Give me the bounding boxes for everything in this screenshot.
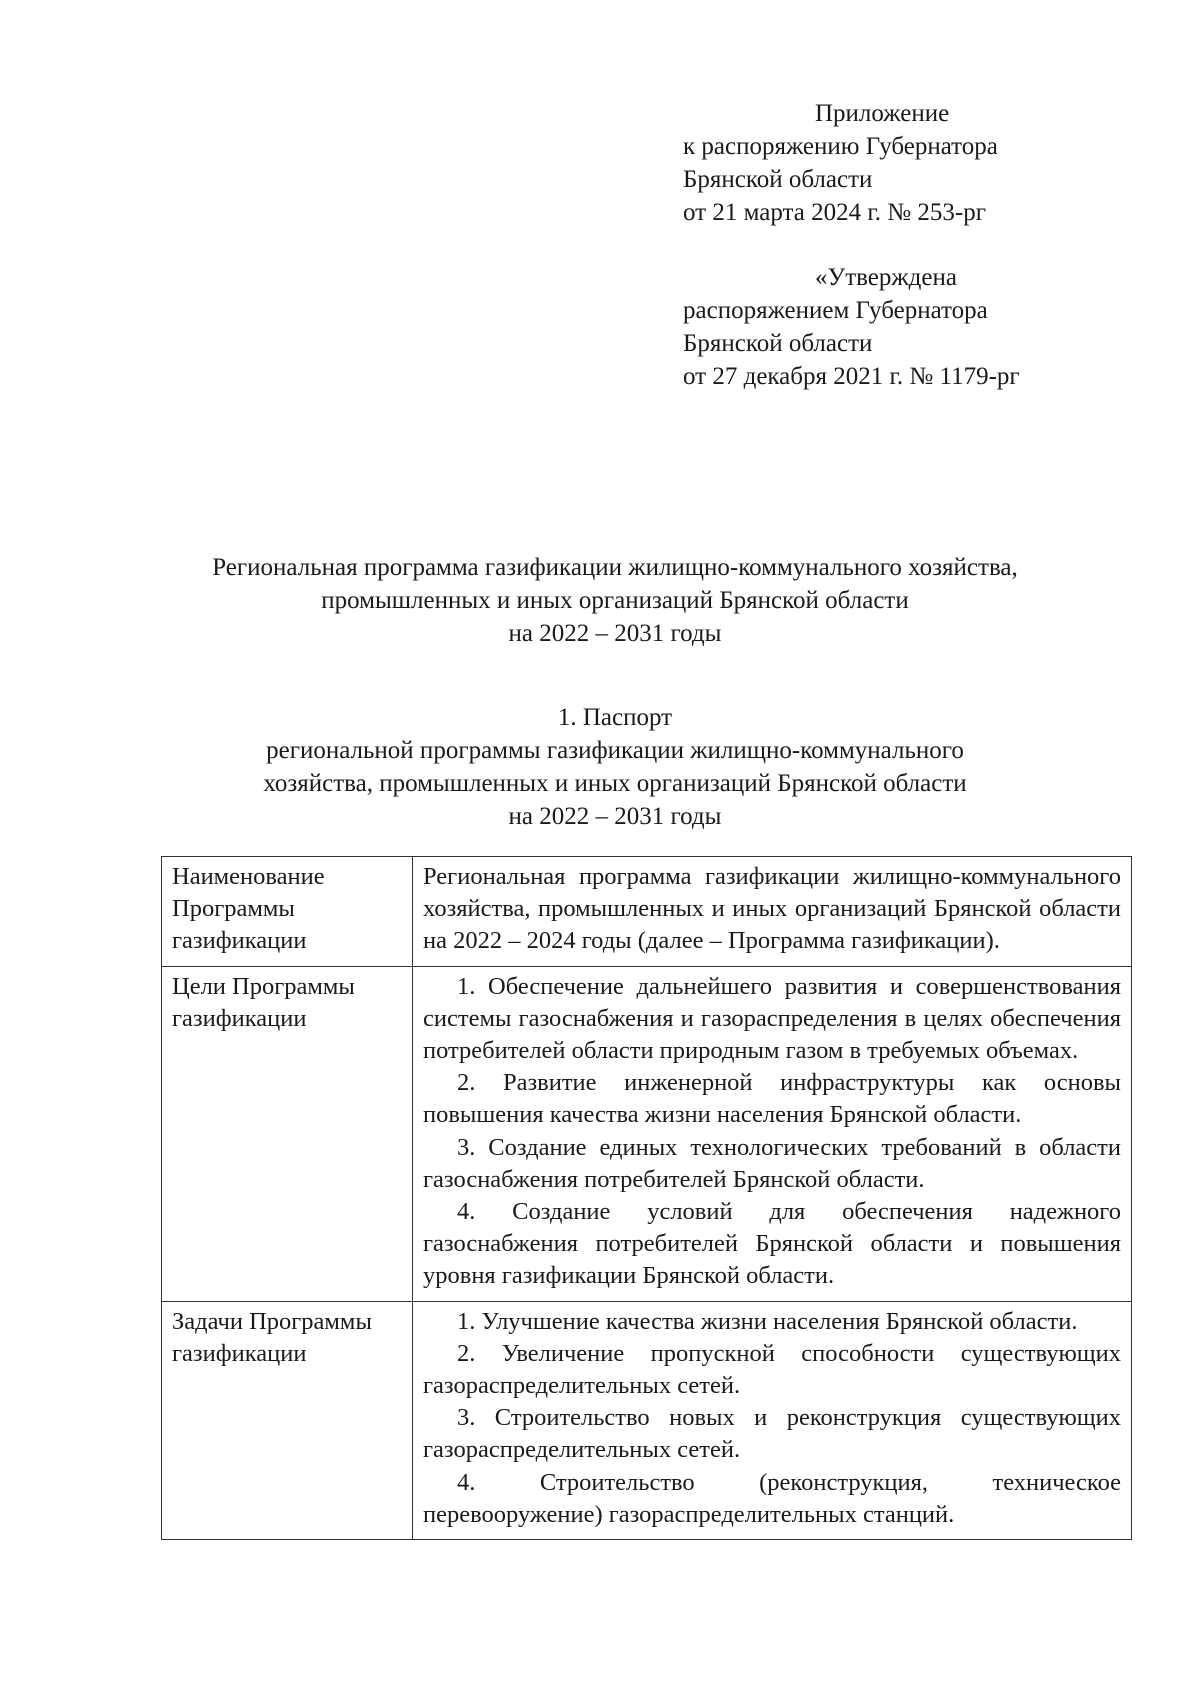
table-row bbox=[162, 966, 1132, 1301]
table-row bbox=[162, 1301, 1132, 1539]
task-item: 3. Строительство новых и реконструкция существующих газораспределительных сетей. bbox=[423, 1404, 1121, 1464]
program-title-line: на 2022 – 2031 годы bbox=[508, 620, 722, 647]
appendix-stamp bbox=[683, 97, 1163, 229]
passport-heading-line: хозяйства, промышленных и иных организаций Брянской области bbox=[263, 770, 967, 797]
task-item: 2. Увеличение пропускной способности существующих газораспределительных сетей. bbox=[423, 1339, 1121, 1400]
passport-heading-line: на 2022 – 2031 годы bbox=[508, 803, 722, 830]
program-name-text: Региональная программа газификации жилищно-коммунального хозяйства, промышленных и иных организаций Брянской области на 2022 – 2024 годы (далее – Программа газификации). bbox=[423, 863, 1121, 955]
program-tasks-value bbox=[413, 1301, 1132, 1539]
approved-title: «Утверждена bbox=[815, 264, 957, 291]
passport-table bbox=[161, 856, 1132, 1540]
program-title-line: промышленных и иных организаций Брянской области bbox=[321, 587, 909, 614]
goal-item: 2. Развитие инженерной инфраструктуры как основы повышения качества жизни населения Брянской области. bbox=[423, 1069, 1121, 1129]
goal-item: 4. Создание условий для обеспечения надежного газоснабжения потребителей Брянской области и повышения уровня газификации Брянской области. bbox=[423, 1198, 1121, 1290]
appendix-order-ref: к распоряжению Губернатора bbox=[683, 133, 998, 160]
program-title bbox=[150, 551, 1080, 650]
passport-heading-line: 1. Паспорт bbox=[557, 704, 673, 731]
task-item: 1. Улучшение качества жизни населения Брянской области. bbox=[457, 1307, 1078, 1335]
table-row bbox=[162, 857, 1132, 967]
task-item: 4. Строительство (реконструкция, техническое перевооружение) газораспределительных станций. bbox=[423, 1468, 1121, 1528]
approved-region: Брянской области bbox=[683, 330, 873, 357]
appendix-date-number: от 21 марта 2024 г. № 253-рг bbox=[683, 199, 986, 226]
program-title-line: Региональная программа газификации жилищно-коммунального хозяйства, bbox=[212, 554, 1018, 581]
program-tasks-label: Задачи Программы газификации bbox=[162, 1301, 413, 1539]
passport-heading-line: региональной программы газификации жилищно-коммунального bbox=[266, 737, 964, 764]
approved-order-ref: распоряжением Губернатора bbox=[683, 297, 988, 324]
passport-heading bbox=[150, 701, 1080, 833]
appendix-title: Приложение bbox=[815, 100, 950, 127]
goal-item: 3. Создание единых технологических требований в области газоснабжения потребителей Брянской области. bbox=[423, 1133, 1121, 1193]
program-goals-value bbox=[413, 966, 1132, 1301]
approved-date-number: от 27 декабря 2021 г. № 1179-рг bbox=[683, 363, 1020, 390]
program-name-value bbox=[413, 857, 1132, 967]
approved-stamp bbox=[683, 261, 1163, 393]
program-goals-label: Цели Программы газификации bbox=[162, 966, 413, 1301]
goal-item: 1. Обеспечение дальнейшего развития и совершенствования системы газоснабжения и газораспределения в целях обеспечения потребителей области природным газом в требуемых объемах. bbox=[423, 972, 1121, 1065]
appendix-region: Брянской области bbox=[683, 166, 873, 193]
program-name-label: Наименование Программы газификации bbox=[162, 857, 413, 967]
